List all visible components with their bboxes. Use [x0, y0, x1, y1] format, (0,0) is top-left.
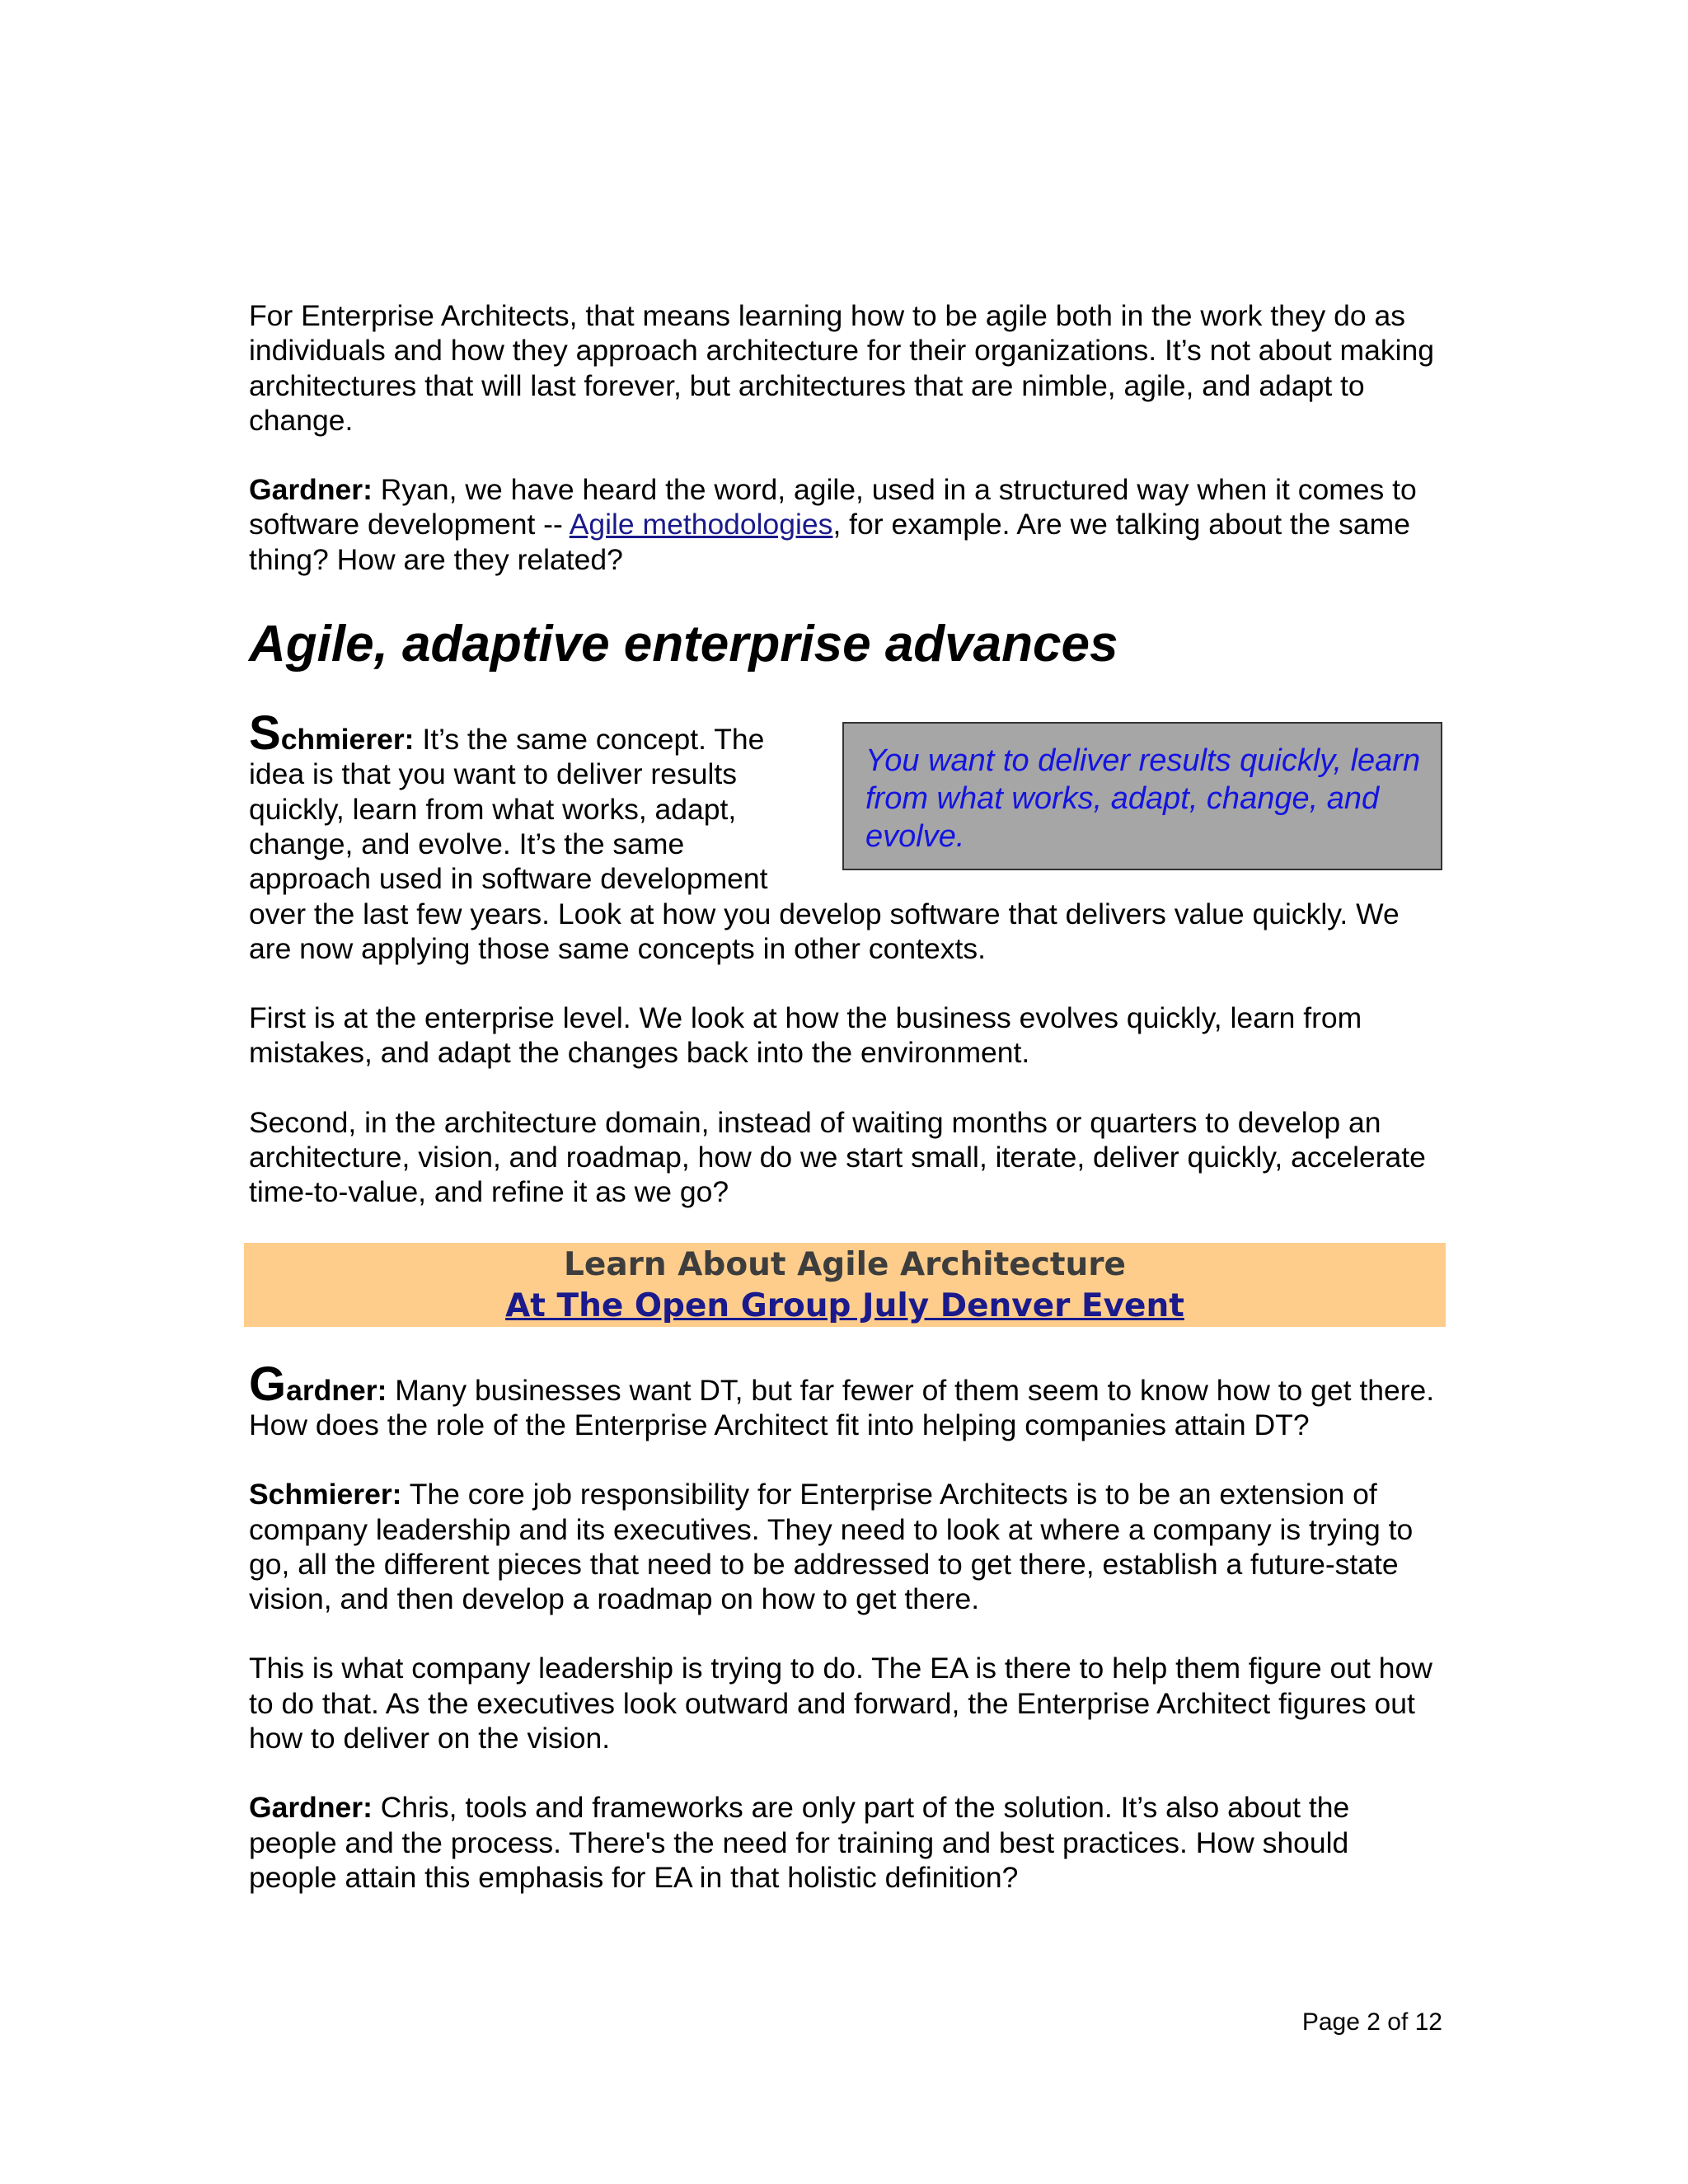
- paragraph: [249, 472, 1444, 577]
- banner-title: Learn About Agile Architecture: [564, 1245, 1126, 1283]
- paragraph-text: It’s the same concept. The idea is that you want to deliver results quickly, learn from what works, adapt, change, and evolve. It’s the same approach used in software development over the last few years. Look at how you develop software that delivers value quickly. We are now applying those same concepts in other contexts.: [249, 723, 1400, 965]
- paragraph-text: The core job responsibility for Enterprise Architects is to be an extension of company leadership and its executives. They need to look at where a company is trying to go, all the different pieces that need to be addressed to get there, establish a future-state vision, and then develop a roadmap on how to get there.: [249, 1478, 1414, 1616]
- speaker-label: ardner:: [286, 1373, 387, 1407]
- speaker-label: chmierer:: [280, 723, 415, 757]
- speaker-label: Gardner:: [249, 1791, 373, 1825]
- page-number: Page 2 of 12: [1301, 2008, 1442, 2036]
- paragraph: [249, 1477, 1444, 1616]
- paragraph: For Enterprise Architects, that means learning how to be agile both in the work they do as individuals and how they approach architecture for their organizations. It’s not about making architectures that will last forever, but architectures that are nimble, agile, and adapt to change.: [249, 299, 1434, 437]
- article-body: [249, 298, 1444, 1929]
- paragraph: First is at the enterprise level. We look at how the business evolves quickly, learn from mistakes, and adapt the changes back into the environment.: [249, 1001, 1362, 1070]
- paragraph-text: , for example. Are we talking about the same thing? How are they related?: [249, 508, 1410, 576]
- drop-cap: S: [249, 706, 281, 761]
- paragraph-text: Ryan, we have heard the word, agile, used in a structured way when it comes to software development --: [249, 473, 1417, 541]
- section-heading: Agile, adaptive enterprise advances: [249, 616, 1118, 673]
- speaker-label: Gardner:: [249, 473, 373, 507]
- paragraph: [249, 1790, 1444, 1895]
- event-link[interactable]: At The Open Group July Denver Event: [505, 1286, 1184, 1324]
- drop-cap: G: [249, 1357, 287, 1411]
- paragraph-text: Chris, tools and frameworks are only part of the solution. It’s also about the people and the process. There's the need for training and best practices. How should people attain this emphasis for EA in that holistic definition?: [249, 1791, 1350, 1894]
- paragraph: This is what company leadership is trying to do. The EA is there to help them figure out how to do that. As the executives look outward and forward, the Enterprise Architect figures out how to deliver on the vision.: [249, 1652, 1432, 1755]
- event-banner: [244, 1243, 1446, 1327]
- agile-methodologies-link[interactable]: Agile methodologies: [569, 508, 833, 541]
- paragraph: Second, in the architecture domain, instead of waiting months or quarters to develop an architecture, vision, and roadmap, how do we start small, iterate, deliver quickly, accelerate time-to-value, and refine it as we go?: [249, 1105, 1426, 1209]
- speaker-label: Schmierer:: [249, 1478, 402, 1511]
- paragraph: [249, 706, 1444, 966]
- paragraph-text: Many businesses want DT, but far fewer of them seem to know how to get there. How does the role of the Enterprise Architect fit into helping companies attain DT?: [249, 1373, 1435, 1441]
- paragraph: [249, 1357, 1444, 1443]
- pull-quote: You want to deliver results quickly, learn from what works, adapt, change, and evolve.: [842, 722, 1442, 870]
